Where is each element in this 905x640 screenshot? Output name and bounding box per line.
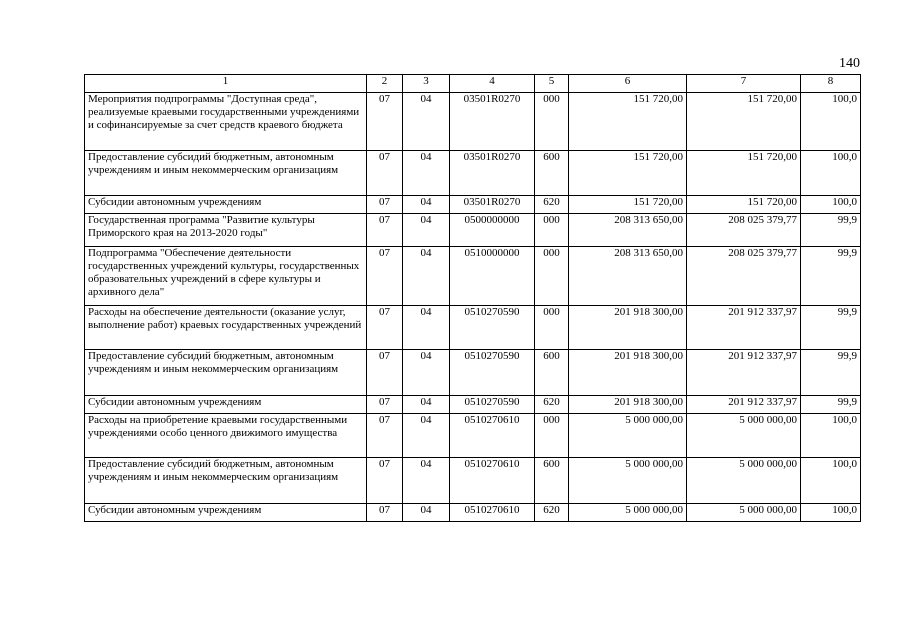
target-article-cell: 0500000000	[450, 214, 535, 247]
subsection-code-cell: 04	[403, 93, 450, 151]
header-cell: 4	[450, 75, 535, 93]
budget-table	[84, 74, 861, 522]
header-cell: 7	[687, 75, 801, 93]
row-name-cell: Предоставление субсидий бюджетным, автономным учреждениям и иным некоммерческим организациям	[85, 458, 367, 504]
executed-amount-cell: 151 720,00	[687, 196, 801, 214]
expense-type-cell: 000	[535, 414, 569, 458]
row-name-cell: Субсидии автономным учреждениям	[85, 196, 367, 214]
target-article-cell: 0510270610	[450, 504, 535, 522]
subsection-code-cell: 04	[403, 247, 450, 306]
section-code-cell: 07	[367, 504, 403, 522]
section-code-cell: 07	[367, 93, 403, 151]
percent-cell: 100,0	[801, 151, 861, 196]
table-row	[85, 458, 861, 504]
expense-type-cell: 620	[535, 396, 569, 414]
planned-amount-cell: 208 313 650,00	[569, 214, 687, 247]
table-row	[85, 306, 861, 350]
subsection-code-cell: 04	[403, 504, 450, 522]
expense-type-cell: 000	[535, 306, 569, 350]
planned-amount-cell: 5 000 000,00	[569, 458, 687, 504]
table-row	[85, 214, 861, 247]
section-code-cell: 07	[367, 396, 403, 414]
subsection-code-cell: 04	[403, 214, 450, 247]
percent-cell: 99,9	[801, 247, 861, 306]
executed-amount-cell: 151 720,00	[687, 151, 801, 196]
executed-amount-cell: 208 025 379,77	[687, 247, 801, 306]
planned-amount-cell: 151 720,00	[569, 93, 687, 151]
row-name-cell: Предоставление субсидий бюджетным, автономным учреждениям и иным некоммерческим организациям	[85, 350, 367, 396]
subsection-code-cell: 04	[403, 196, 450, 214]
table-row	[85, 151, 861, 196]
executed-amount-cell: 5 000 000,00	[687, 414, 801, 458]
planned-amount-cell: 201 918 300,00	[569, 396, 687, 414]
target-article-cell: 03501R0270	[450, 196, 535, 214]
target-article-cell: 03501R0270	[450, 151, 535, 196]
section-code-cell: 07	[367, 414, 403, 458]
row-name-cell: Мероприятия подпрограммы "Доступная среда", реализуемые краевыми государственными учреждениями и софинансируемые за счет средств краевого бюджета	[85, 93, 367, 151]
percent-cell: 99,9	[801, 214, 861, 247]
expense-type-cell: 620	[535, 196, 569, 214]
table-row	[85, 504, 861, 522]
section-code-cell: 07	[367, 350, 403, 396]
header-cell: 5	[535, 75, 569, 93]
section-code-cell: 07	[367, 196, 403, 214]
row-name-cell: Расходы на обеспечение деятельности (оказание услуг, выполнение работ) краевых государственных учреждений	[85, 306, 367, 350]
target-article-cell: 0510270590	[450, 306, 535, 350]
subsection-code-cell: 04	[403, 396, 450, 414]
target-article-cell: 0510270610	[450, 458, 535, 504]
page-number: 140	[839, 56, 860, 71]
expense-type-cell: 620	[535, 504, 569, 522]
percent-cell: 100,0	[801, 196, 861, 214]
section-code-cell: 07	[367, 151, 403, 196]
expense-type-cell: 600	[535, 151, 569, 196]
planned-amount-cell: 151 720,00	[569, 196, 687, 214]
percent-cell: 99,9	[801, 306, 861, 350]
header-cell: 2	[367, 75, 403, 93]
expense-type-cell: 000	[535, 214, 569, 247]
expense-type-cell: 600	[535, 350, 569, 396]
header-cell: 6	[569, 75, 687, 93]
header-row	[85, 75, 861, 93]
header-cell: 8	[801, 75, 861, 93]
percent-cell: 99,9	[801, 396, 861, 414]
target-article-cell: 0510270610	[450, 414, 535, 458]
executed-amount-cell: 5 000 000,00	[687, 458, 801, 504]
planned-amount-cell: 5 000 000,00	[569, 414, 687, 458]
planned-amount-cell: 201 918 300,00	[569, 350, 687, 396]
table-row	[85, 247, 861, 306]
percent-cell: 100,0	[801, 504, 861, 522]
table-body	[85, 75, 861, 522]
section-code-cell: 07	[367, 214, 403, 247]
planned-amount-cell: 201 918 300,00	[569, 306, 687, 350]
section-code-cell: 07	[367, 458, 403, 504]
table-row	[85, 414, 861, 458]
table-row	[85, 396, 861, 414]
percent-cell: 100,0	[801, 93, 861, 151]
table-row	[85, 196, 861, 214]
expense-type-cell: 000	[535, 93, 569, 151]
header-cell: 1	[85, 75, 367, 93]
percent-cell: 100,0	[801, 458, 861, 504]
executed-amount-cell: 201 912 337,97	[687, 350, 801, 396]
planned-amount-cell: 151 720,00	[569, 151, 687, 196]
target-article-cell: 03501R0270	[450, 93, 535, 151]
expense-type-cell: 000	[535, 247, 569, 306]
executed-amount-cell: 201 912 337,97	[687, 396, 801, 414]
row-name-cell: Подпрограмма "Обеспечение деятельности государственных учреждений культуры, государственных образовательных учреждений в сфере культуры и архивного дела"	[85, 247, 367, 306]
percent-cell: 99,9	[801, 350, 861, 396]
subsection-code-cell: 04	[403, 306, 450, 350]
target-article-cell: 0510000000	[450, 247, 535, 306]
row-name-cell: Расходы на приобретение краевыми государственными учреждениями особо ценного движимого имущества	[85, 414, 367, 458]
section-code-cell: 07	[367, 247, 403, 306]
table-row	[85, 93, 861, 151]
expense-type-cell: 600	[535, 458, 569, 504]
target-article-cell: 0510270590	[450, 396, 535, 414]
executed-amount-cell: 208 025 379,77	[687, 214, 801, 247]
executed-amount-cell: 5 000 000,00	[687, 504, 801, 522]
row-name-cell: Субсидии автономным учреждениям	[85, 504, 367, 522]
planned-amount-cell: 208 313 650,00	[569, 247, 687, 306]
planned-amount-cell: 5 000 000,00	[569, 504, 687, 522]
table-row	[85, 350, 861, 396]
executed-amount-cell: 151 720,00	[687, 93, 801, 151]
executed-amount-cell: 201 912 337,97	[687, 306, 801, 350]
subsection-code-cell: 04	[403, 350, 450, 396]
subsection-code-cell: 04	[403, 414, 450, 458]
row-name-cell: Предоставление субсидий бюджетным, автономным учреждениям и иным некоммерческим организациям	[85, 151, 367, 196]
row-name-cell: Субсидии автономным учреждениям	[85, 396, 367, 414]
target-article-cell: 0510270590	[450, 350, 535, 396]
header-cell: 3	[403, 75, 450, 93]
row-name-cell: Государственная программа "Развитие культуры Приморского края на 2013-2020 годы"	[85, 214, 367, 247]
percent-cell: 100,0	[801, 414, 861, 458]
subsection-code-cell: 04	[403, 151, 450, 196]
section-code-cell: 07	[367, 306, 403, 350]
subsection-code-cell: 04	[403, 458, 450, 504]
